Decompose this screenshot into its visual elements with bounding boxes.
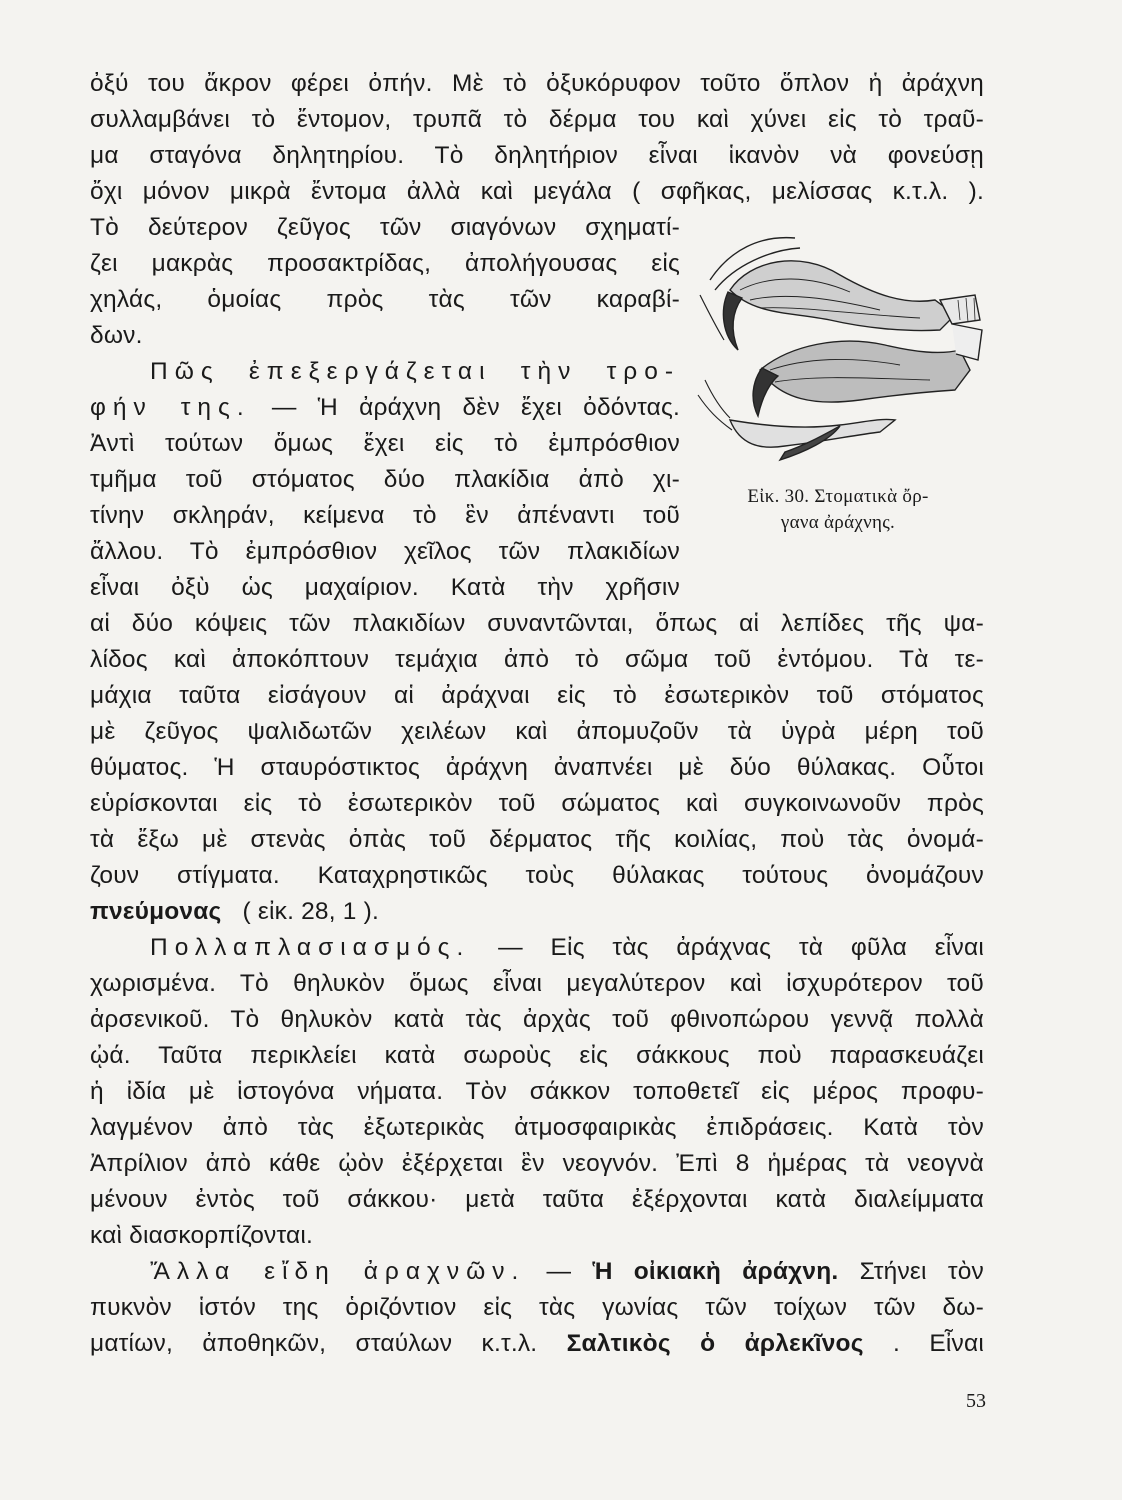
text-line: ζει μακρὰς προσακτρίδας, ἀπολήγουσας εἰς bbox=[90, 250, 680, 277]
section-heading-cont: φήν της. bbox=[90, 394, 251, 421]
text-line: αἱ δύο κόψεις τῶν πλακιδίων συναντῶνται, ὅπως αἱ λεπίδες τῆς ψα- bbox=[90, 610, 984, 637]
text-line: Ἀντὶ τούτων ὅμως ἔχει εἰς τὸ ἐμπρόσθιον bbox=[90, 430, 680, 457]
page-number: 53 bbox=[966, 1390, 986, 1412]
spider-mouthparts-illustration bbox=[690, 220, 986, 490]
text-line bbox=[90, 390, 680, 426]
text-fragment: . Εἶναι bbox=[893, 1330, 985, 1357]
text-line: ᾠά. Ταῦτα περικλείει κατὰ σωροὺς εἰς σάκκους ποὺ παρασκευάζει bbox=[90, 1042, 984, 1069]
text-line: λαγμένον ἀπὸ τὰς ἐξωτερικὰς ἀτμοσφαιρικὰς ἐπιδράσεις. Κατὰ τὸν bbox=[90, 1114, 984, 1141]
text-line: μένουν ἐντὸς τοῦ σάκκου· μετὰ ταῦτα ἐξέρχονται κατὰ διαλείμματα bbox=[90, 1186, 984, 1213]
figure-caption-cont: γανα ἀράχνης. bbox=[780, 512, 896, 533]
text-fragment: — Ἡ ἀράχνη δὲν ἔχει ὀδόντας. bbox=[271, 394, 680, 421]
text-line: τὰ ἔξω μὲ στενὰς ὀπὰς τοῦ δέρματος τῆς κοιλίας, ποὺ τὰς ὀνομά- bbox=[90, 826, 984, 853]
section-heading: Ἄλλα εἴδη ἀραχνῶν. bbox=[150, 1258, 526, 1285]
figure-caption: Εἰκ. 30. Στοματικὰ ὄρ- bbox=[747, 486, 929, 507]
section-heading-line bbox=[150, 354, 680, 390]
text-line: θύματος. Ἡ σταυρόστικτος ἀράχνη ἀναπνέει μὲ δύο θύλακας. Οὗτοι bbox=[90, 754, 984, 781]
text-line: τίνην σκληράν, κείμενα τὸ ἓν ἀπέναντι τοῦ bbox=[90, 502, 680, 529]
text-line: ἀρσενικοῦ. Τὸ θηλυκὸν κατὰ τὰς ἀρχὰς τοῦ φθινοπώρου γεννᾷ πολλὰ bbox=[90, 1006, 984, 1033]
text-line: πυκνὸν ἱστόν της ὁριζόντιον εἰς τὰς γωνίας τῶν τοίχων τῶν δω- bbox=[90, 1294, 984, 1321]
text-line: λίδος καὶ ἀποκόπτουν τεμάχια ἀπὸ τὸ σῶμα τοῦ ἐντόμου. Τὰ τε- bbox=[90, 646, 984, 673]
text-line: μάχια ταῦτα εἰσάγουν αἱ ἀράχναι εἰς τὸ ἐσωτερικὸν τοῦ στόματος bbox=[90, 682, 984, 709]
text-line: τμῆμα τοῦ στόματος δύο πλακίδια ἀπὸ χι- bbox=[90, 466, 680, 493]
text-fragment: ( εἰκ. 28, 1 ). bbox=[242, 898, 379, 925]
text-line: ζουν στίγματα. Καταχρηστικῶς τοὺς θύλακας τούτους ὀνομάζουν bbox=[90, 862, 984, 889]
text-line: εὑρίσκονται εἰς τὸ ἐσωτερικὸν τοῦ σώματος καὶ συγκοινωνοῦν πρὸς bbox=[90, 790, 984, 817]
section-heading: Πῶς ἐπεξεργάζεται τὴν τρο- bbox=[150, 358, 680, 385]
dash: — bbox=[546, 1258, 572, 1285]
text-line: καὶ διασκορπίζονται. bbox=[90, 1222, 314, 1249]
text-line: συλλαμβάνει τὸ ἔντομον, τρυπᾶ τὸ δέρμα του καὶ χύνει εἰς τὸ τραῦ- bbox=[90, 106, 984, 133]
text-line: ὄχι μόνον μικρὰ ἔντομα ἀλλὰ καὶ μεγάλα ( σφῆκας, μελίσσας κ.τ.λ. ). bbox=[90, 178, 984, 205]
text-line: Τὸ δεύτερον ζεῦγος τῶν σιαγόνων σχηματί- bbox=[90, 214, 680, 241]
text-line bbox=[90, 894, 984, 930]
text-fragment: Στήνει τὸν bbox=[859, 1258, 984, 1285]
text-line: ὀξύ του ἄκρον φέρει ὀπήν. Μὲ τὸ ὀξυκόρυφον τοῦτο ὅπλον ἡ ἀράχνη bbox=[90, 70, 984, 97]
text-fragment: — Εἰς τὰς ἀράχνας τὰ φῦλα εἶναι bbox=[498, 934, 984, 961]
bold-term: Ἡ οἰκιακὴ ἀράχνη. bbox=[592, 1258, 839, 1285]
bold-term: Σαλτικὸς ὁ ἀρλεκῖνος bbox=[566, 1330, 864, 1357]
text-line: ἄλλου. Τὸ ἐμπρόσθιον χεῖλος τῶν πλακιδίων bbox=[90, 538, 680, 565]
text-line: χηλάς, ὁμοίας πρὸς τὰς τῶν καραβί- bbox=[90, 286, 680, 313]
text-line: χωρισμένα. Τὸ θηλυκὸν ὅμως εἶναι μεγαλύτερον καὶ ἰσχυρότερον τοῦ bbox=[90, 970, 984, 997]
text-line: ἡ ἰδία μὲ ἱστογόνα νήματα. Τὸν σάκκον τοποθετεῖ εἰς μέρος προφυ- bbox=[90, 1078, 984, 1105]
text-line: μὲ ζεῦγος ψαλιδωτῶν χειλέων καὶ ἀπομυζοῦν τὰ ὑγρὰ μέρη τοῦ bbox=[90, 718, 984, 745]
text-line: εἶναι ὀξὺ ὡς μαχαίριον. Κατὰ τὴν χρῆσιν bbox=[90, 574, 680, 601]
text-line bbox=[90, 1326, 984, 1362]
bold-term: πνεύμονας bbox=[90, 898, 222, 925]
text-fragment: ματίων, ἀποθηκῶν, σταύλων κ.τ.λ. bbox=[90, 1330, 538, 1357]
text-line: μα σταγόνα δηλητηρίου. Τὸ δηλητήριον εἶναι ἱκανὸν νὰ φονεύσῃ bbox=[90, 142, 984, 169]
section-heading-line bbox=[150, 1254, 984, 1290]
text-line: Ἀπρίλιον ἀπὸ κάθε ᾠὸν ἐξέρχεται ἓν νεογνόν. Ἐπὶ 8 ἡμέρας τὰ νεογνὰ bbox=[90, 1150, 984, 1177]
section-heading: Πολλαπλασιασμός. bbox=[150, 934, 471, 961]
section-heading-line bbox=[150, 930, 984, 966]
text-line: δων. bbox=[90, 322, 143, 349]
